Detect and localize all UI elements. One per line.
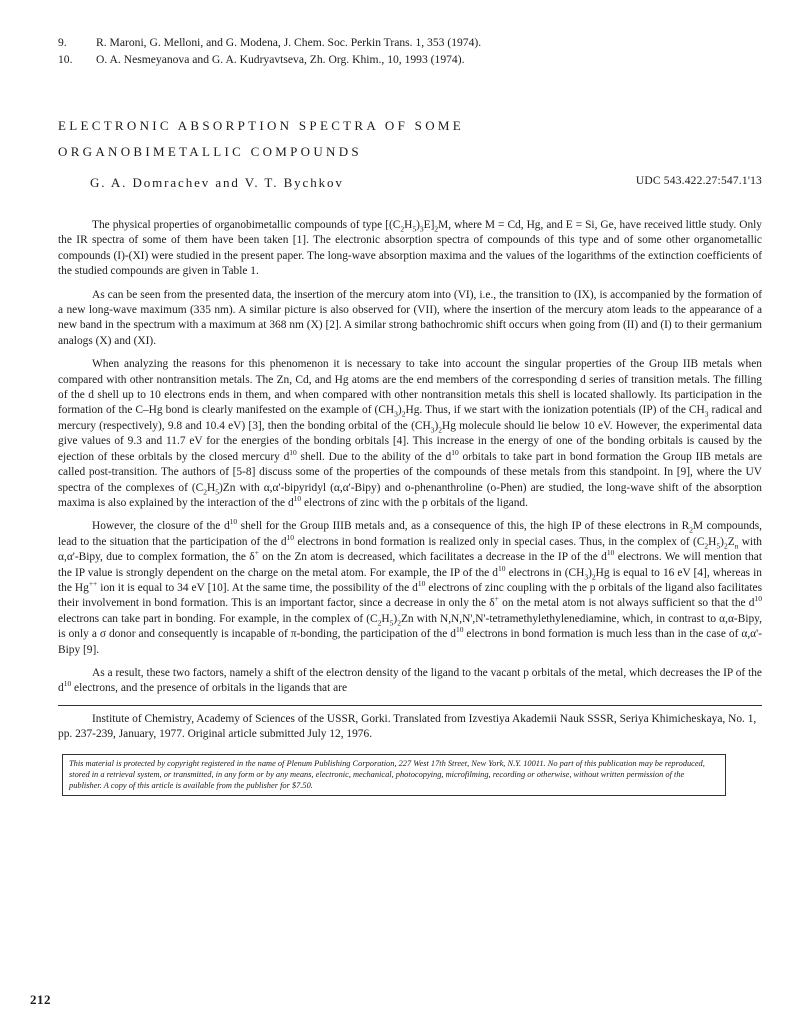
reference-list <box>58 34 762 68</box>
reference-number: 10. <box>58 53 73 66</box>
byline <box>58 175 762 191</box>
article-title-line: ORGANOBIMETALLIC COMPOUNDS <box>58 144 362 159</box>
article-title-line: ELECTRONIC ABSORPTION SPECTRA OF SOME <box>58 118 464 133</box>
article-body <box>58 218 762 697</box>
body-paragraph: However, the closure of the $d^{10}$ shell for the Group IIIB metals and, as a consequence of this, the high IP of these electrons in $R_2M$ compounds, lead to the situation that the participation of the $d^{10}$ electrons in bond formation is realized only in special cases. Thus, in the complex of $(C_2H_5)_2Z_n$ with α,α'-Bipy, due to complex formation, the δ+ on the Zn atom is decreased, which facilitates a decrease in the IP of the $d^{10}$ electrons. We will mention that the IP value is strongly dependent on the charge on the metal atom. For example, the IP of the $d^{10}$ electrons in $(CH_3)_2Hg$ is equal to 16 eV [4], whereas in the Hg++ ion it is equal to 34 eV [10]. At the same time, the possibility of the $d^{10}$ electrons of zinc coupling with the p orbitals of the ligand also facilitates their involvement in bond formation. This is an important factor, since a decrease in only the δ+ on the metal atom is not always sufficient so that the $d^{10}$ electrons can take part in bonding. For example, in the complex of $(C_2H_5)_2Zn$ with N,N,N',N'-tetramethylethylenediamine, which, in contrast to α,α-Bipy, is only a σ donor and consequently is incapable of π-bonding, the participation of the $d^{10}$ electrons in bond formation is much less than in the case of α,α'-Bipy [9]. <box>58 517 763 656</box>
copyright-notice: This material is protected by copyright registered in the name of Plenum Publishing Corporation, 227 West 17th Street, New York, N.Y. 10011. No part of this publication may be reproduced, stored in a retrieval system, or transmitted, in any form or by any means, electronic, mechanical, photocopying, microfilming, recording or otherwise, without written permission of the publisher. A copy of this article is available from the publisher for $7.50. <box>62 754 726 796</box>
article-title <box>58 113 762 165</box>
affiliation-note: Institute of Chemistry, Academy of Sciences of the USSR, Gorki. Translated from Izvestiya Akademii Nauk SSSR, Seriya Khimicheskaya, No. 1, pp. 237-239, January, 1977. Original article submitted July 12, 1976. <box>58 712 757 741</box>
page-number: 212 <box>30 992 51 1007</box>
reference-text: R. Maroni, G. Melloni, and G. Modena, J. Chem. Soc. Perkin Trans. 1, 353 (1974). <box>96 36 482 49</box>
reference-number: 9. <box>58 36 67 49</box>
body-paragraph: As a result, these two factors, namely a shift of the electron density of the ligand to the vacant p orbitals of the metal, which decreases the IP of the $d^{10}$ electrons, and the presence of orbitals in the ligands that are <box>58 666 762 695</box>
authors: G. A. Domrachev and V. T. Bychkov <box>90 175 344 190</box>
paper-page <box>58 34 762 796</box>
body-paragraph: The physical properties of organobimetallic compounds of type $[(C_2H_5)_3E]_2M$, where M = Cd, Hg, and E = Si, Ge, have received little study. Only the IR spectra of some of them have been taken [1]. The electronic absorption spectra of compounds of this type and of some other organometallic compounds (I)-(XI) were studied in the present paper. The long-wave absorption maxima and the values of the logarithms of the extinction coefficients of the studied compounds are given in Table 1. <box>58 219 763 278</box>
footnote-divider <box>58 705 762 706</box>
reference-item <box>58 51 762 68</box>
reference-item <box>58 34 762 51</box>
body-paragraph: As can be seen from the presented data, the insertion of the mercury atom into (VI), i.e., the transition to (IX), is accompanied by the formation of a new long-wave maximum (335 nm). A similar picture is also observed for (VII), where the insertion of the mercury atom leads to the appearance of a new band in the spectrum with a maximum at 368 nm (X) [2]. A similar strong bathochromic shift occurs when going from (II) and (I) to their germanium analogs (X) and (XI). <box>58 288 762 347</box>
body-paragraph: When analyzing the reasons for this phenomenon it is necessary to take into account the singular properties of the Group IIB metals when compared with other nontransition metals. The Zn, Cd, and Hg atoms are the end members of the corresponding d series of transition metals. The filling of the d shell up to 10 electrons ends in them, and when compared with other nontransition metals this shell is located shallowly. Its participation in the formation of the C–Hg bond is clearly manifested on the example of $(CH_3)_2Hg$. Thus, if we start with the ionization potentials (IP) of the $CH_3$ radical and mercury (respectively), 9.8 and 10.4 eV) [3], then the bonding orbital of the $(CH_3)_2Hg$ molecule should lie below 10 eV. However, the experimental data give values of 9.3 and 11.7 eV for the energies of the bonding orbitals [4]. This increase in the energy of one of the bonding orbitals is caused by the ejection of these orbitals by the closed mercury $d^{10}$ shell. Due to the ability of the $d^{10}$ orbitals to take part in bond formation the Group IIB metals are called post-transition. The authors of [5-8] discuss some of the properties of the compounds of these metals from this standpoint. In [9], where the UV spectra of the complexes of $(C_2H_5)Zn$ with α,α'-bipyridyl (α,α'-Bipy) and o-phenanthroline (o-Phen) are studied, the long-wave shift of the absorption maxima is also explained by the interaction of the $d^{10}$ electrons of zinc with the p orbitals of the ligand. <box>58 358 762 509</box>
udc-code: UDC 543.422.27:547.1'13 <box>635 175 762 187</box>
reference-text: O. A. Nesmeyanova and G. A. Kudryavtseva, Zh. Org. Khim., 10, 1993 (1974). <box>96 53 465 66</box>
